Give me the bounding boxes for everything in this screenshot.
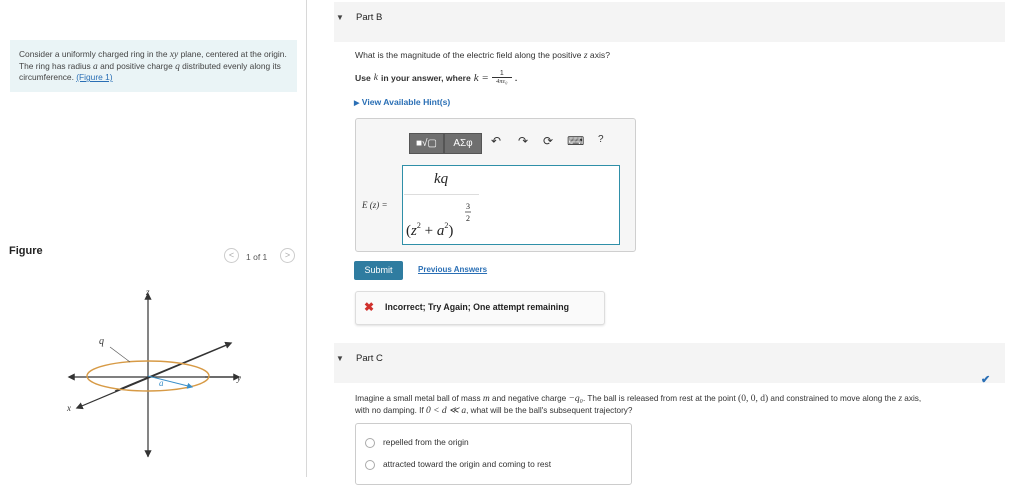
- figure-title: Figure: [9, 245, 43, 257]
- part-b-k-definition: Use k in your answer, where k = 1 4πε₀ .: [355, 70, 518, 85]
- greek-symbols-button[interactable]: ΑΣφ: [444, 133, 482, 154]
- answer-denominator: [404, 197, 484, 242]
- hint-caret-icon: ▶: [354, 100, 360, 107]
- panel-divider: [306, 0, 307, 477]
- x-label: x: [67, 403, 71, 413]
- option-radio-1[interactable]: [365, 460, 375, 470]
- undo-icon[interactable]: ↶: [491, 134, 502, 148]
- y-label: y: [237, 373, 241, 383]
- incorrect-x-icon: ✖: [364, 300, 375, 314]
- part-b-question: What is the magnitude of the electric field along the positive z axis?: [355, 50, 610, 61]
- part-c-collapse-icon[interactable]: ▼: [336, 354, 344, 363]
- feedback-text: Incorrect; Try Again; One attempt remaining: [385, 302, 569, 312]
- previous-answers-link[interactable]: Previous Answers: [418, 265, 488, 274]
- q-label: q: [99, 336, 104, 347]
- a-label: a: [159, 378, 164, 388]
- submit-button[interactable]: Submit: [354, 261, 403, 280]
- x-axis-neg: [115, 343, 231, 391]
- part-b-title: Part B: [356, 12, 383, 23]
- fraction-bar: [404, 194, 479, 195]
- template-button[interactable]: ■√▢: [409, 133, 444, 154]
- view-hints-link[interactable]: ▶ View Available Hint(s): [354, 97, 451, 107]
- ring-figure: [55, 282, 255, 467]
- answer-numerator: kq: [434, 171, 449, 187]
- charge-leader: [110, 347, 130, 362]
- redo-icon[interactable]: ↷: [518, 134, 529, 148]
- part-b-collapse-icon[interactable]: ▼: [336, 13, 344, 22]
- svg-text:3: 3: [466, 202, 470, 211]
- figure-pager: 1 of 1: [246, 252, 268, 262]
- reset-icon[interactable]: ⟳: [543, 134, 554, 148]
- part-c-options: [355, 423, 632, 485]
- k-fraction: 1 4πε₀: [492, 70, 512, 86]
- help-icon[interactable]: ?: [598, 134, 604, 145]
- part-c-header[interactable]: [334, 343, 1005, 383]
- option-label-0[interactable]: repelled from the origin: [383, 437, 469, 447]
- svg-text:(z2 + a2): $(z^2 + a^2)$: [406, 221, 454, 239]
- problem-statement: Consider a uniformly charged ring in the xy plane, centered at the origin. The ring has radius a and positive charge q distributed evenly along its circumference. (Figure 1): [19, 49, 287, 83]
- figure-prev-button[interactable]: <: [224, 248, 239, 263]
- figure-link[interactable]: (Figure 1): [76, 72, 113, 83]
- answer-label: E (z) =: [362, 200, 388, 210]
- part-c-title: Part C: [356, 353, 383, 364]
- figure-next-button[interactable]: >: [280, 248, 295, 263]
- svg-text:2: 2: [466, 214, 470, 223]
- part-b-header[interactable]: [334, 2, 1005, 42]
- completed-check-icon: ✔: [981, 374, 991, 386]
- z-label: z: [146, 287, 150, 297]
- option-radio-0[interactable]: [365, 438, 375, 448]
- part-c-question: Imagine a small metal ball of mass m and negative charge −q₀. The ball is released from rest at the point (0, 0, d) and constrained to move along the z axis, with no damping. If 0 < d ≪ a, what will be the ball's subsequent trajectory?: [355, 394, 922, 416]
- radius-vector: [148, 376, 192, 387]
- option-label-1[interactable]: attracted toward the origin and coming to rest: [383, 459, 552, 469]
- keyboard-icon[interactable]: ⌨: [567, 134, 585, 148]
